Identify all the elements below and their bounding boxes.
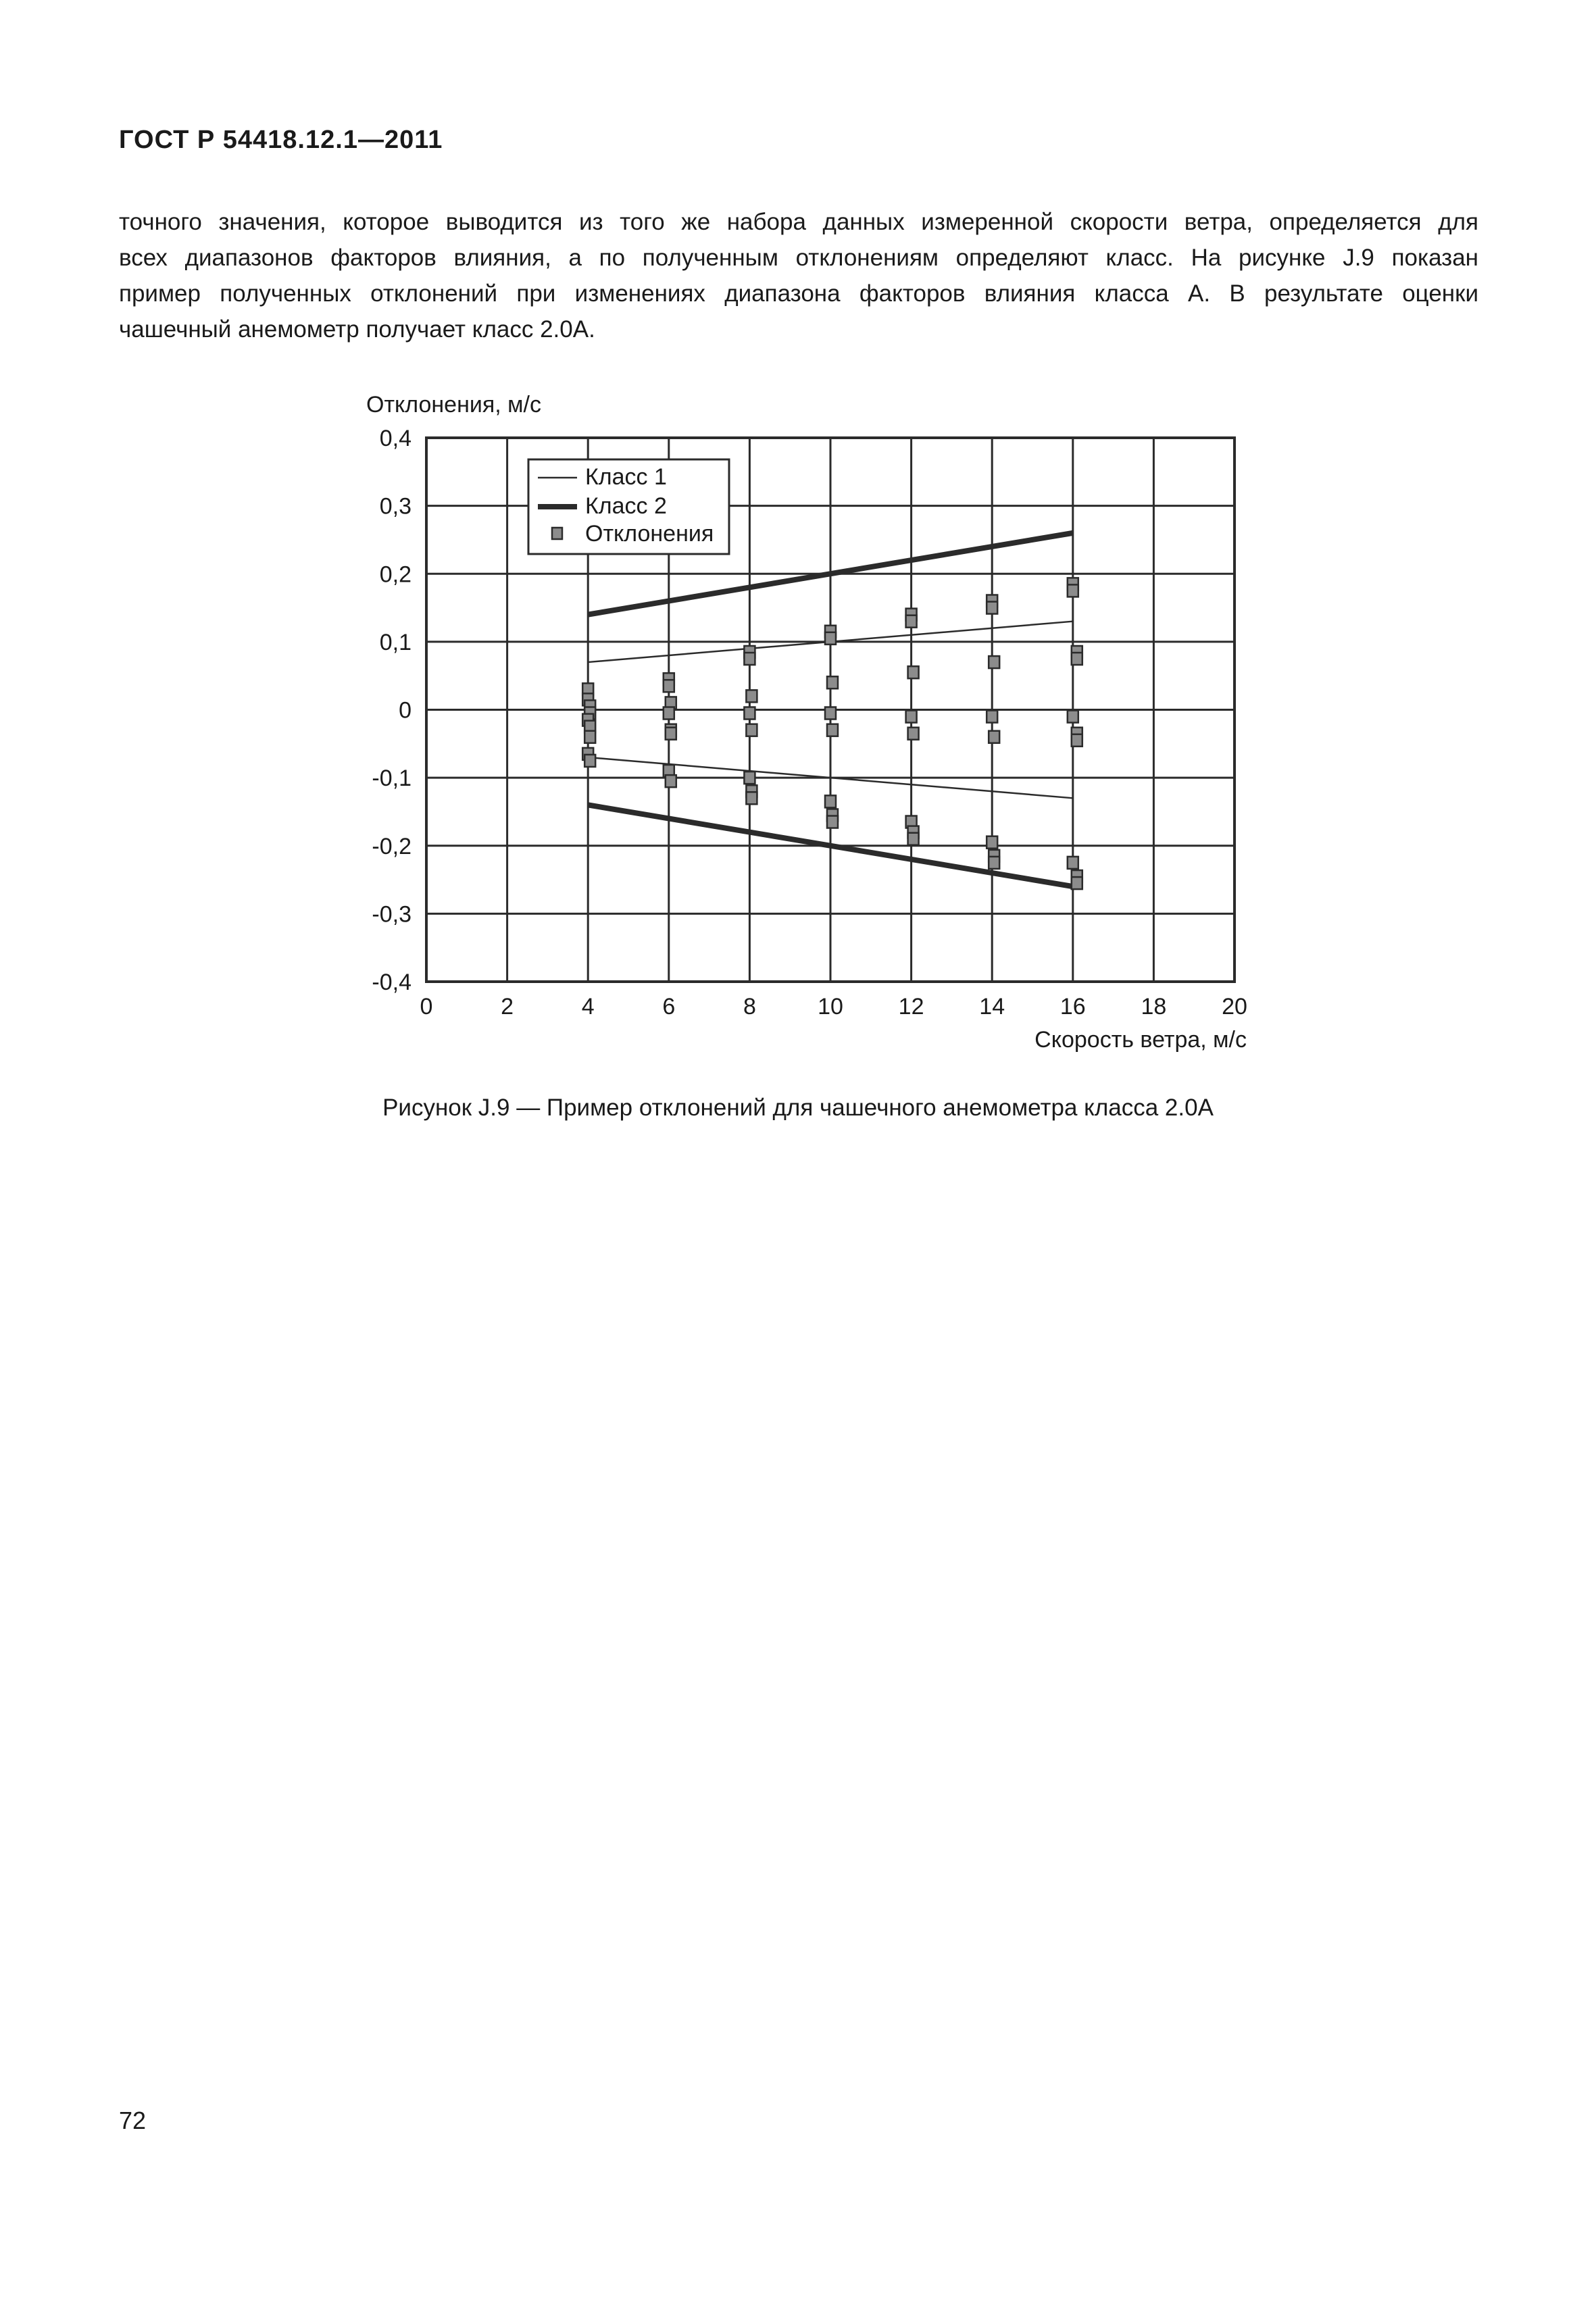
y-axis-label: Отклонения, м/с	[366, 392, 541, 418]
deviation-point	[584, 731, 595, 743]
body-line-1: точного значения, которое выводится из того же набора данных измеренной скорости ветра, определяется для	[119, 209, 1478, 235]
deviation-point	[908, 833, 919, 845]
deviation-point	[1068, 857, 1078, 869]
chart-svg	[338, 378, 1284, 1067]
x-tick-label: 2	[501, 994, 514, 1020]
chart-tick-labels	[372, 426, 1247, 1020]
x-tick-label: 0	[420, 994, 433, 1020]
x-tick-label: 18	[1141, 994, 1167, 1020]
y-tick-label: -0,3	[372, 901, 412, 928]
deviation-point	[987, 602, 997, 614]
deviation-point	[1072, 653, 1082, 665]
x-tick-label: 6	[662, 994, 676, 1020]
deviation-point	[666, 728, 676, 740]
deviation-point	[1068, 584, 1078, 597]
x-tick-label: 4	[581, 994, 595, 1020]
x-tick-label: 14	[979, 994, 1005, 1020]
body-line-2: всех диапазонов факторов влияния, а по полученным отклонениям определяют класс. На рисунке J.9 показан	[119, 245, 1478, 271]
deviation-point	[989, 656, 999, 668]
deviation-point	[827, 676, 838, 688]
y-tick-label: -0,2	[372, 833, 412, 859]
deviation-point	[666, 775, 676, 787]
deviation-point	[906, 711, 917, 723]
deviation-point	[744, 653, 755, 665]
legend-label: Отклонения	[585, 521, 714, 547]
deviation-point	[906, 615, 917, 628]
deviation-point	[1072, 734, 1082, 747]
deviation-chart	[338, 378, 1284, 1067]
deviation-point	[825, 707, 836, 720]
y-tick-label: -0,4	[372, 970, 412, 995]
figure-caption: Рисунок J.9 — Пример отклонений для чашечного анемометра класса 2.0А	[382, 1095, 1214, 1121]
deviation-point	[989, 731, 999, 743]
y-tick-label: 0,4	[379, 426, 412, 451]
deviation-point	[827, 724, 838, 736]
y-tick-label: 0	[399, 697, 412, 724]
body-line-4: чашечный анемометр получает класс 2.0А.	[119, 316, 595, 343]
deviation-point	[825, 795, 836, 807]
body-paragraph	[119, 204, 1478, 347]
deviation-point	[827, 816, 838, 828]
deviation-point	[987, 836, 997, 849]
deviation-point	[746, 690, 757, 702]
y-tick-label: -0,1	[372, 765, 412, 792]
y-tick-label: 0,1	[379, 629, 412, 655]
deviation-point	[825, 632, 836, 645]
page-number: 72	[119, 2107, 147, 2134]
x-tick-label: 12	[898, 994, 924, 1020]
deviation-point	[664, 680, 674, 692]
deviation-point	[664, 707, 674, 720]
deviation-point	[584, 755, 595, 767]
y-tick-label: 0,3	[379, 493, 412, 520]
x-tick-label: 16	[1059, 994, 1086, 1020]
legend-swatch-deviations	[552, 528, 562, 539]
chart-legend	[528, 459, 729, 554]
legend-label: Класс 2	[585, 493, 667, 519]
deviation-point	[746, 792, 757, 804]
legend-label: Класс 1	[585, 464, 667, 490]
body-line-3: пример полученных отклонений при изменениях диапазона факторов влияния класса А. В результате оценки	[119, 280, 1478, 307]
deviation-point	[1068, 711, 1078, 723]
x-tick-label: 10	[818, 994, 843, 1020]
document-header: ГОСТ Р 54418.12.1—2011	[119, 126, 443, 154]
deviation-point	[746, 724, 757, 736]
x-tick-label: 20	[1222, 994, 1247, 1020]
deviation-point	[989, 857, 999, 869]
y-tick-label: 0,2	[379, 561, 412, 588]
deviation-point	[908, 666, 919, 678]
deviation-point	[744, 772, 755, 784]
deviation-point	[987, 711, 997, 723]
x-tick-label: 8	[743, 994, 756, 1020]
chart-series	[582, 533, 1082, 889]
deviation-point	[1072, 877, 1082, 889]
x-axis-label: Скорость ветра, м/с	[1034, 1027, 1247, 1053]
deviation-point	[744, 707, 755, 720]
deviation-point	[908, 728, 919, 740]
